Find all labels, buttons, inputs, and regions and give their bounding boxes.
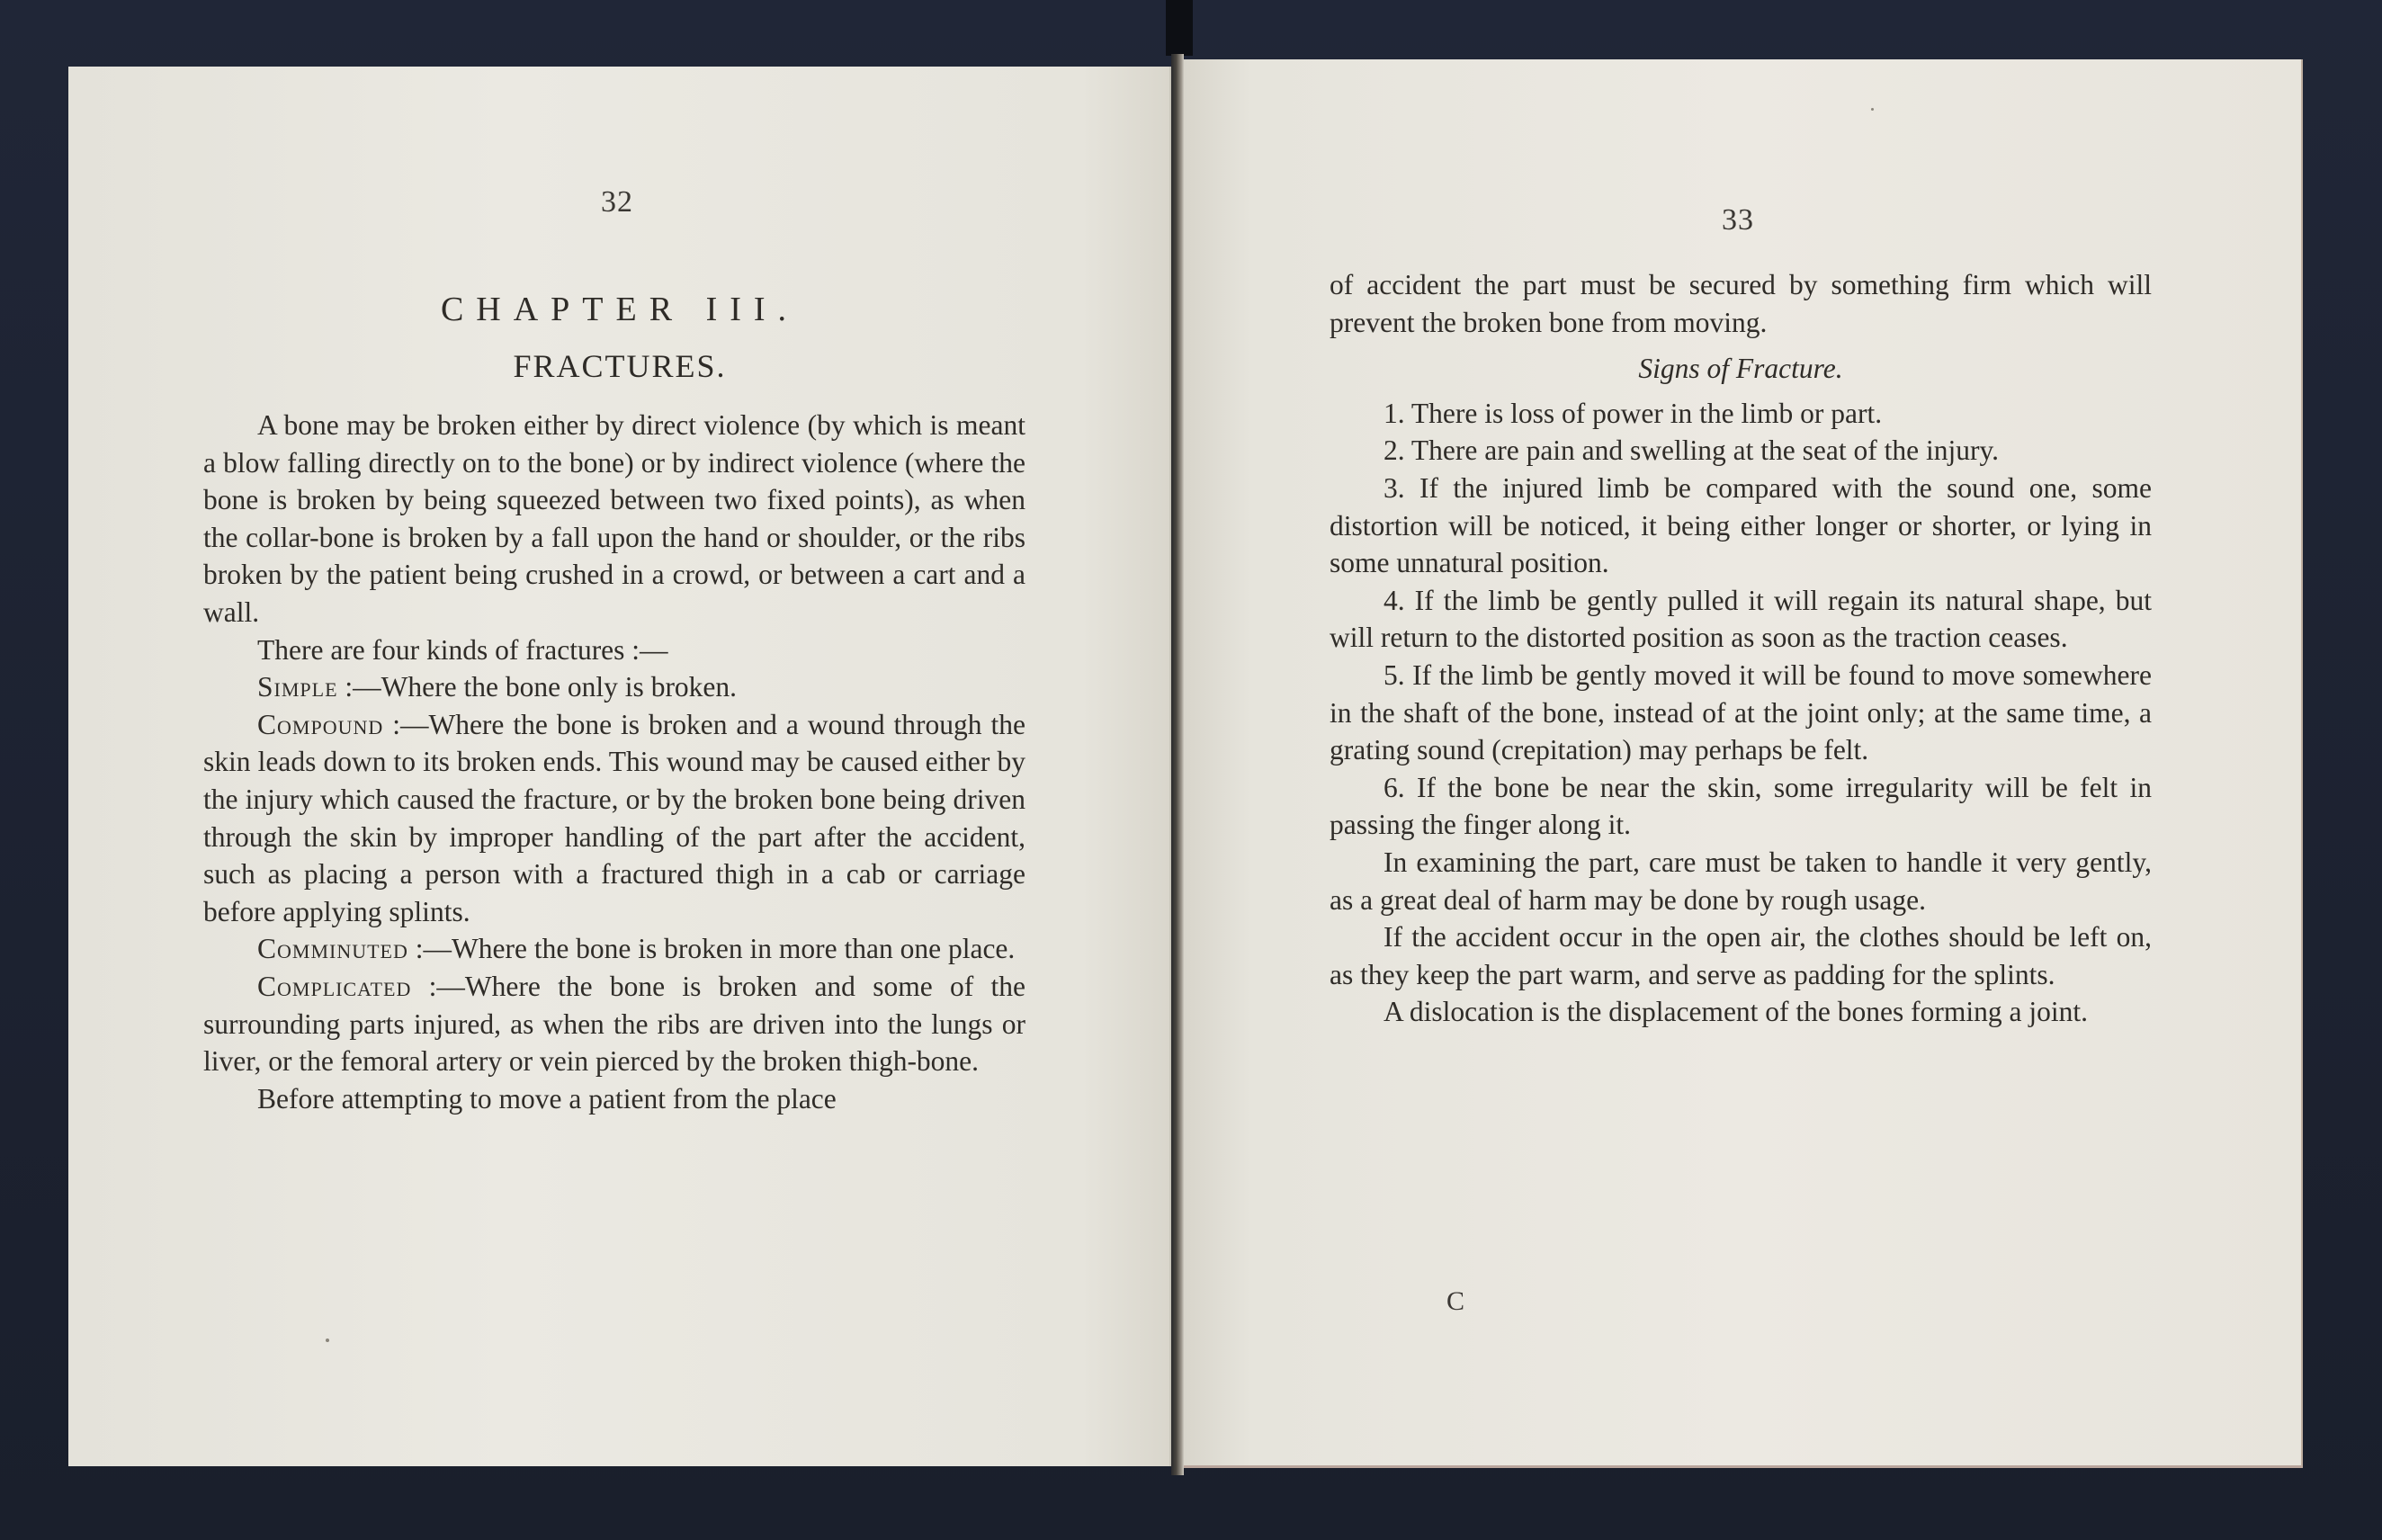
paper-speck [1871, 108, 1874, 111]
continued-paragraph: of accident the part must be secured by something firm which will prevent the broken bone from moving. [1330, 269, 2152, 338]
paragraph-complicated: Complicated :—Where the bone is broken and some of the surrounding parts injured, as when the ribs are driven into the lungs or liver, or the femoral artery or vein pierced by the broken thigh-bone. [203, 970, 1025, 1078]
sign-item: 5. If the limb be gently moved it will be found to move somewhere in the shaft of the bone, instead of at the joint only; at the same time, a grating sound (crepitation) may perhaps be felt. [1330, 658, 2152, 766]
sign-item: 3. If the injured limb be compared with the sound one, some distortion will be noticed, it being either longer or shorter, or lying in some unnatural position. [1330, 471, 2152, 579]
left-page-body [203, 407, 1025, 1117]
sign-item: 1. There is loss of power in the limb or part. [1384, 397, 1883, 429]
chapter-title: CHAPTER III. [440, 291, 800, 328]
section-heading: Signs of Fracture. [1638, 353, 1843, 385]
paragraph-comminuted: Comminuted :—Where the bone is broken in more than one place. [257, 933, 1016, 965]
page-number-right: 33 [1722, 203, 1754, 237]
sign-item: 6. If the bone be near the skin, some irregularity will be felt in passing the finger along it. [1330, 771, 2152, 841]
term-complicated: Complicated [257, 970, 412, 1002]
page-number-left: 32 [601, 185, 633, 219]
paragraph: A dislocation is the displacement of the bones forming a joint. [1384, 996, 2088, 1028]
chapter-subtitle: FRACTURES. [513, 348, 727, 384]
paragraph-simple: Simple :—Where the bone only is broken. [257, 671, 738, 703]
paragraph: There are four kinds of fractures :— [257, 633, 668, 666]
paper-speck [326, 1339, 329, 1342]
sign-item: 4. If the limb be gently pulled it will regain its natural shape, but will return to the distorted position as soon as the traction ceases. [1330, 584, 2152, 654]
signature-mark: C [1446, 1286, 1465, 1316]
term-compound: Compound [257, 708, 384, 740]
paragraph: In examining the part, care must be taken to handle it very gently, as a great deal of harm may be done by rough usage. [1330, 846, 2152, 916]
paragraph: If the accident occur in the open air, the clothes should be left on, as they keep the part warm, and serve as padding for the splints. [1330, 921, 2152, 990]
paragraph: A bone may be broken either by direct violence (by which is meant a blow falling directly on to the bone) or by indirect violence (where the bone is broken by being squeezed between two fixed points), as when the collar-bone is broken by a fall upon the hand or shoulder, or the ribs broken by the patient being crushed in a crowd, or between a cart and a wall. [203, 409, 1025, 628]
paragraph: Before attempting to move a patient from the place [257, 1082, 837, 1115]
paragraph-compound: Compound :—Where the bone is broken and a wound through the skin leads down to its broken ends. This wound may be caused either by the injury which caused the fracture, or by the broken bone being driven through the skin by improper handling of the part after the accident, such as placing a person with a fractured thigh in a cab or carriage before applying splints. [203, 708, 1025, 927]
sign-item: 2. There are pain and swelling at the seat of the injury. [1384, 434, 2000, 467]
gutter-shadow [1166, 0, 1193, 56]
right-page-body [1330, 266, 2152, 1031]
term-comminuted: Comminuted [257, 933, 408, 965]
term-simple: Simple [257, 671, 338, 703]
book-spine [1171, 54, 1184, 1475]
